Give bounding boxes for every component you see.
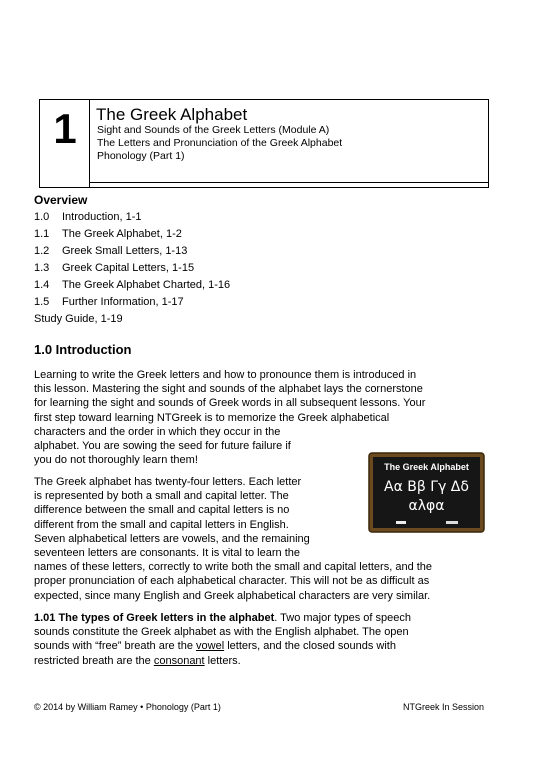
toc-item[interactable]: 1.1 The Greek Alphabet, 1-2: [34, 228, 182, 240]
header-divider: [90, 182, 488, 183]
toc-item[interactable]: 1.4 The Greek Alphabet Charted, 1-16: [34, 279, 231, 291]
section-heading: 1.0 Introduction: [34, 342, 132, 357]
chapter-number-cell: [40, 100, 90, 187]
footer-publication: NTGreek In Session: [402, 702, 484, 712]
toc-item[interactable]: 1.5 Further Information, 1-17: [34, 296, 184, 308]
chalkboard-illustration: [368, 452, 485, 533]
toc-item[interactable]: 1.3 Greek Capital Letters, 1-15: [34, 262, 195, 274]
chalkboard-title: The Greek Alphabet: [384, 462, 469, 472]
chapter-header-box: [39, 99, 489, 188]
toc-item[interactable]: 1.0 Introduction, 1-1: [34, 211, 142, 223]
chapter-title: The Greek Alphabet: [96, 105, 248, 124]
footer-copyright: © 2014 by William Ramey • Phonology (Part 1): [34, 702, 221, 712]
chalk-piece: [396, 521, 406, 524]
page-footer: [34, 702, 484, 713]
letter-types-paragraph: 1.01 The types of Greek letters in the alphabet. Two major types of speech sounds constitute the Greek alphabet as with the English alphabet. The open sounds with “free” breath are the vowel letters, and the closed sounds with restricted breath are the consonant letters.: [34, 612, 412, 667]
overview-heading: Overview: [34, 193, 88, 207]
chapter-number: 1: [53, 105, 77, 152]
intro-paragraph-1: Learning to write the Greek letters and how to pronounce them is introduced in this lesson. Mastering the sight and sounds of the alphabet lays the cornerstone for learning the sight and sounds of Greek words in all subsequent lessons. Your first step toward learning NTGreek is to memorize the Greek alphabetical characters and the order in which they occur in the alphabet. You are sowing the seed for future failure if you do not thoroughly learn them!: [34, 369, 426, 467]
chapter-subtitle-2: The Letters and Pronunciation of the Greek Alphabet: [97, 137, 343, 149]
vowel-term: vowel: [196, 640, 225, 653]
consonant-term: consonant: [153, 654, 205, 667]
eraser: [446, 521, 458, 524]
chapter-subtitle-3: Phonology (Part 1): [97, 150, 185, 162]
chalkboard-letters: Αα Ββ Γγ Δδ: [384, 479, 469, 495]
chapter-subtitle-1: Sight and Sounds of the Greek Letters (Module A): [97, 124, 330, 136]
subsection-heading: 1.01 The types of Greek letters in the alphabet: [34, 612, 275, 624]
intro-paragraph-2: The Greek alphabet has twenty-four letters. Each letter is represented by both a small and capital letter. The difference between the small and capital letters is no different from the small and capital letters in English. Seven alphabetical letters are vowels, and the remaining seventeen letters are consonants. It is vital to learn the names of these letters, correctly to write both the small and capital letters, and the proper pronunciation of each alphabetical character. This will not be as difficult as expected, since many English and Greek alphabetical characters are very similar.: [34, 476, 433, 602]
chalkboard-word: αλφα: [408, 498, 445, 514]
toc-item[interactable]: 1.2 Greek Small Letters, 1-13: [34, 245, 188, 257]
toc-study-guide[interactable]: Study Guide, 1-19: [34, 313, 123, 325]
